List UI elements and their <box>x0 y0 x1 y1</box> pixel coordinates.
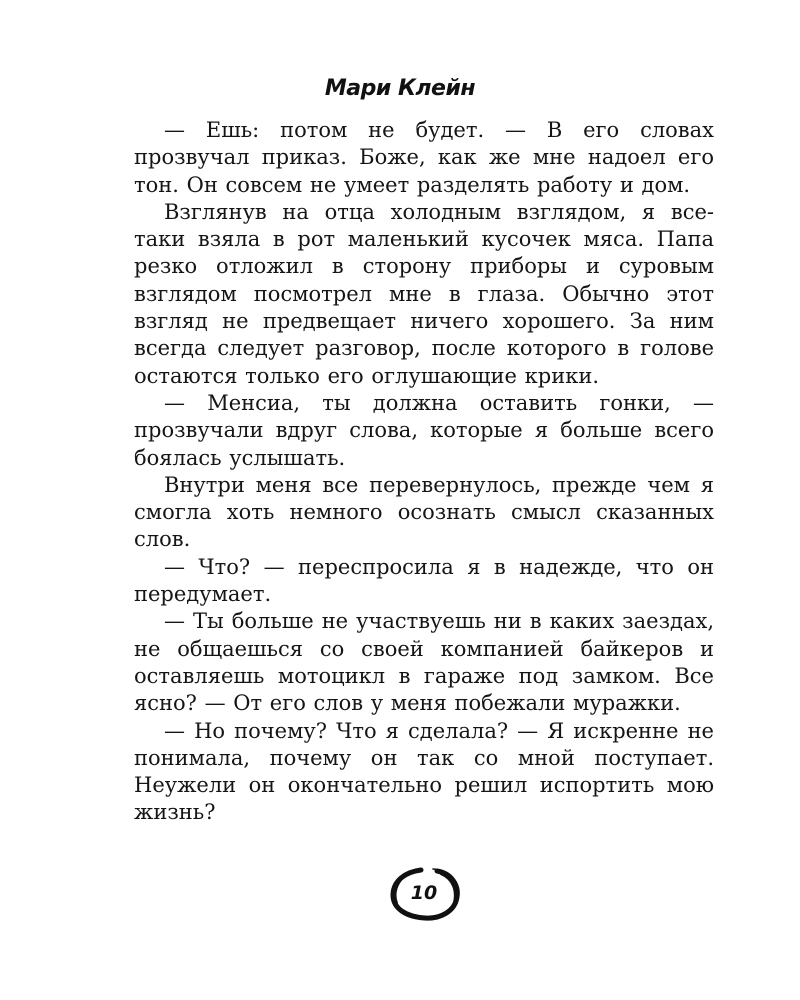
page-number-badge <box>385 863 463 923</box>
running-head-author: Мари Клейн <box>324 76 476 101</box>
paragraph-2: Взглянув на отца холодным взглядом, я все-таки взяла в рот маленький кусочек мяса. Папа резко отложил в сторону приборы и суровым взглядом посмотрел мне в глаза. Обычно этот взгляд не предвещает ничего хорошего. За ним всегда следует разговор, после которого в голове остаются только его оглушающие крики. <box>134 199 714 388</box>
body-text <box>134 117 714 827</box>
paragraph-3: — Менсиа, ты должна оставить гонки, — прозвучали вдруг слова, которые я больше всего боялась услышать. <box>134 390 714 470</box>
page-number: 10 <box>410 882 438 904</box>
paragraph-1: — Ешь: потом не будет. — В его словах прозвучал приказ. Боже, как же мне надоел его тон. Он совсем не умеет разделять работу и дом. <box>134 118 714 197</box>
paragraph-4: Внутри меня все перевернулось, прежде чем я смогла хоть немного осознать смысл сказанных слов. <box>134 472 714 552</box>
paragraph-7: — Но почему? Что я сделала? — Я искренне не понимала, почему он так со мной поступает. Неужели он окончательно решил испортить мою жизнь? <box>134 718 714 825</box>
paragraph-5: — Что? — переспросила я в надежде, что он передумает. <box>134 554 714 607</box>
paragraph-6: — Ты больше не участвуешь ни в каких заездах, не общаешься со своей компанией байкеров и оставляешь мотоцикл в гараже под замком. Все ясно? — От его слов у меня побежали муражки. <box>134 609 714 716</box>
